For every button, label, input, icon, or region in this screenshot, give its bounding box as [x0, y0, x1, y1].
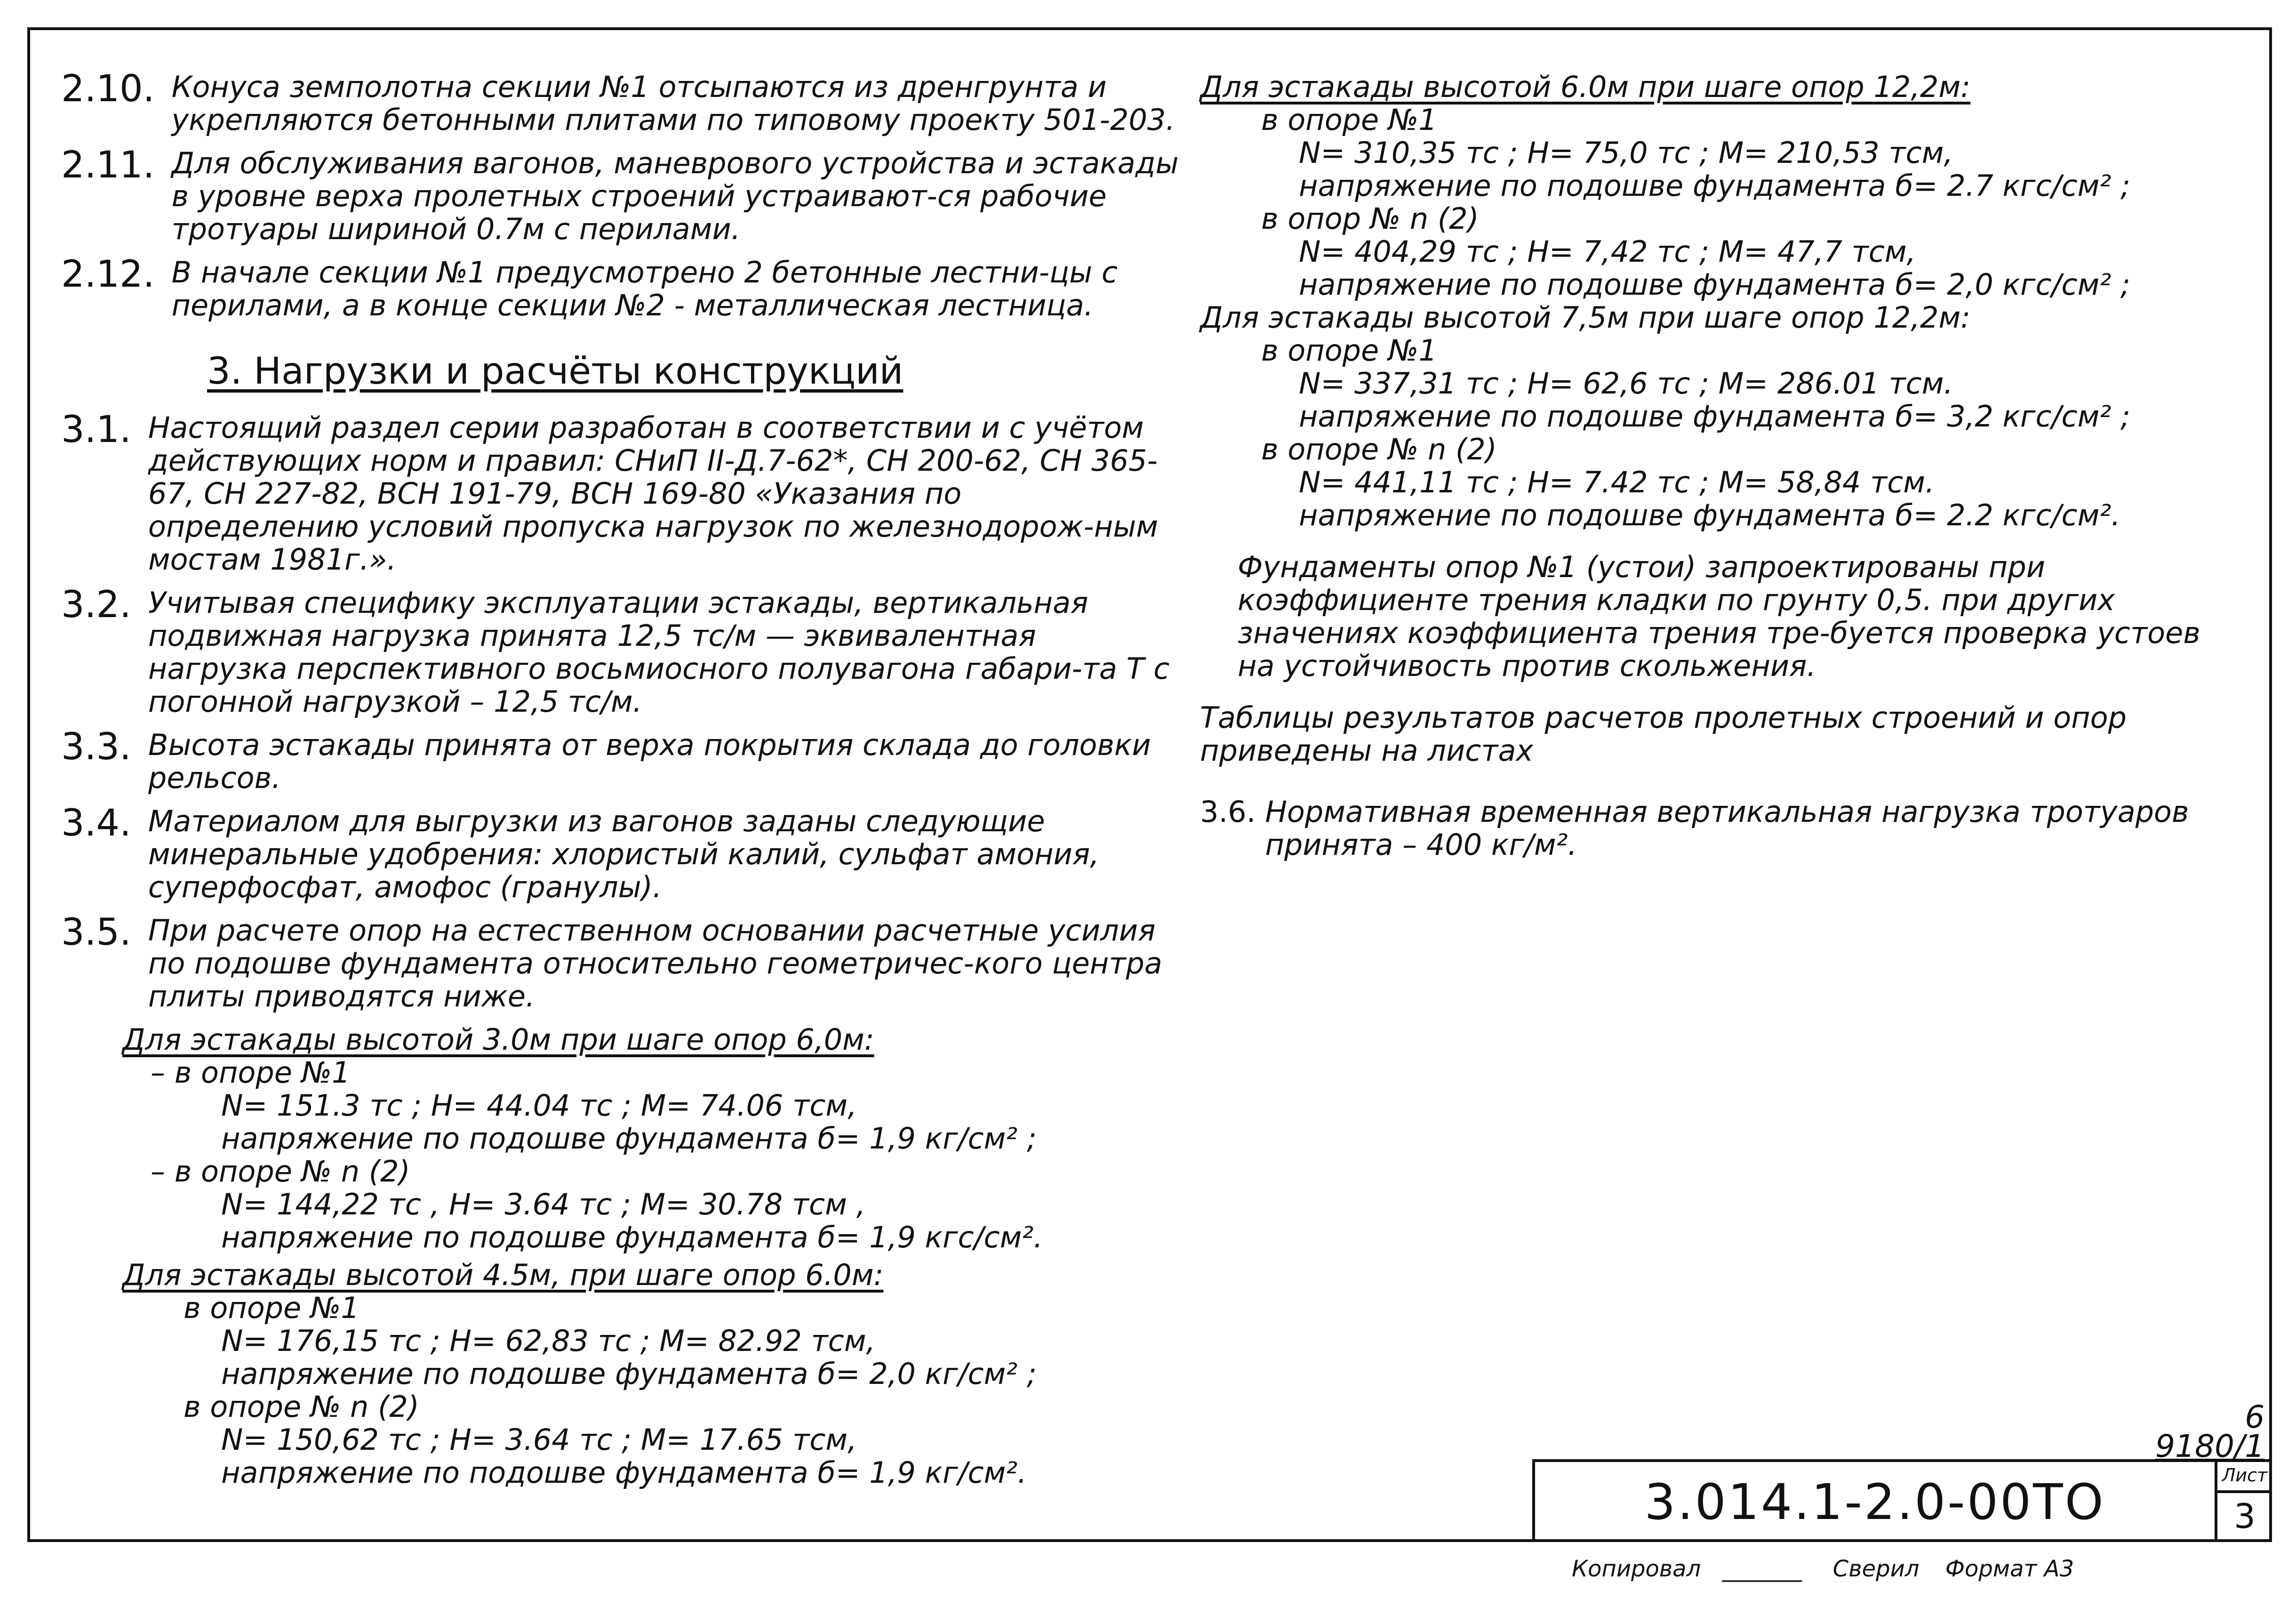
clause-3-2: [61, 584, 1181, 719]
support-forces: N= 151.3 тс ; H= 44.04 тс ; M= 74.06 тсм,: [221, 1088, 857, 1123]
support-forces: N= 404,29 тс ; H= 7,42 тс ; M= 47,7 тсм,: [1299, 234, 1916, 269]
support-stress: напряжение по подошве фундамента б= 2,0 кгс/см² ;: [1299, 267, 2130, 302]
clause-number: 2.10.: [61, 68, 155, 110]
title-block-code-cell: [1532, 1459, 2215, 1542]
clause-number: 3.3.: [61, 726, 131, 768]
support-heading: в опоре №1: [1261, 333, 1437, 368]
clause-text: При расчете опор на естественном основании расчетные усилия по подошве фундамента относительно геометричес-кого центра плиты приводятся ниже.: [148, 913, 1162, 1013]
support-heading: в опоре №1: [184, 1291, 360, 1325]
support-heading: в опоре № n (2): [1261, 432, 1497, 466]
clause-number: 3.1.: [61, 409, 131, 451]
support-forces: N= 441,11 тс ; H= 7.42 тс ; M= 58,84 тсм.: [1299, 465, 1935, 499]
clause-text: Материалом для выгрузки из вагонов заданы следующие минеральные удобрения: хлористый калий, сульфат амония, суперфосфат, амофос (гранулы).: [148, 804, 1099, 904]
clause-text: В начале секции №1 предусмотрено 2 бетонные лестни-цы с перилами, а в конце секции №2 - металлическая лестница.: [171, 255, 1118, 322]
document-code: 3.014.1-2.0-00ТО: [1644, 1473, 2105, 1531]
calc-block-left: [61, 1023, 1181, 1489]
support-heading: в опоре № n (2): [184, 1390, 419, 1424]
support-forces: N= 176,15 тс ; H= 62,83 тс ; M= 82.92 тсм,: [221, 1324, 876, 1358]
page-mark: [2155, 1399, 2265, 1464]
checked-label: Сверил: [1832, 1556, 1920, 1582]
sheet-number: 3: [2234, 1496, 2256, 1536]
right-column: [1200, 71, 2245, 872]
support-stress: напряжение по подошве фундамента б= 1,9 кгс/см².: [221, 1220, 1043, 1254]
page-number-bottom: 9180/1: [2155, 1428, 2265, 1464]
clause-text: Высота эстакады принята от верха покрытия склада до головки рельсов.: [148, 728, 1151, 795]
clause-number: 3.5.: [61, 911, 131, 954]
calc-heading: Для эстакады высотой 4.5м, при шаге опор 6.0м:: [122, 1258, 884, 1292]
clause-2-11: [61, 144, 1181, 246]
clause-3-3: [61, 726, 1181, 795]
clause-text: Настоящий раздел серии разработан в соответствии и с учётом действующих норм и правил: СНиП II-Д.7-62*, СН 200-62, СН 365-67, СН 227-82, ВСН 191-79, ВСН 169-80 «Указания по определению условий пропуска нагрузок по железнодорож-ным мостам 1981г.».: [148, 410, 1158, 577]
clause-2-10: [61, 68, 1181, 137]
copied-label: Копировал: [1572, 1556, 1701, 1582]
signature-mark: [1721, 1559, 1812, 1582]
calc-heading: Для эстакады высотой 3.0м при шаге опор 6,0м:: [122, 1022, 874, 1057]
clause-text: Для обслуживания вагонов, маневрового устройства и эстакады в уровне верха пролетных строений устраивают-ся рабочие тротуары шириной 0.7м с перилами.: [171, 146, 1179, 246]
title-block-sheet-cell: [2215, 1459, 2272, 1542]
clause-2-12: [61, 253, 1181, 322]
calc-heading: Для эстакады высотой 7,5м при шаге опор 12,2м:: [1200, 300, 1971, 335]
page-number-top: 6: [2245, 1399, 2265, 1435]
clause-3-1: [61, 411, 1181, 576]
clause-number: 2.12.: [61, 253, 155, 296]
support-stress: напряжение по подошве фундамента б= 1,9 кг/см².: [221, 1455, 1027, 1490]
support-forces: N= 337,31 тс ; H= 62,6 тс ; M= 286.01 тсм.: [1299, 366, 1953, 401]
clause-number: 3.4.: [61, 802, 131, 844]
support-stress: напряжение по подошве фундамента б= 2.2 кгс/см².: [1299, 498, 2120, 532]
support-stress: напряжение по подошве фундамента б= 2.7 кгс/см² ;: [1299, 169, 2130, 203]
footer: [1572, 1556, 2093, 1582]
clause-text: Нормативная временная вертикальная нагрузка тротуаров принята – 400 кг/м².: [1265, 795, 2189, 862]
clause-text: Учитывая специфику эксплуатации эстакады, вертикальная подвижная нагрузка принята 12,5 тс/м — эквивалентная нагрузка перспективного восьмиосного полувагона габари-та Т с погонной нагрузкой – 12,5 тс/м.: [148, 586, 1170, 719]
support-stress: напряжение по подошве фундамента б= 1,9 кг/см² ;: [221, 1121, 1037, 1156]
support-stress: напряжение по подошве фундамента б= 3,2 кгс/см² ;: [1299, 399, 2130, 434]
support-forces: N= 310,35 тс ; H= 75,0 тс ; M= 210,53 тсм,: [1299, 136, 1953, 170]
clause-text: Конуса земполотна секции №1 отсыпаются из дренгрунта и укрепляются бетонными плитами по типовому проекту 501-203.: [171, 70, 1175, 137]
support-heading: – в опоре №1: [151, 1055, 351, 1090]
clause-number: 3.6.: [1200, 795, 1256, 829]
tables-reference: Таблицы результатов расчетов пролетных строений и опор приведены на листах: [1200, 700, 2127, 768]
support-heading: в опоре №1: [1261, 103, 1437, 137]
clause-number: 3.2.: [61, 584, 131, 626]
calc-heading: Для эстакады высотой 6.0м при шаге опор 12,2м:: [1200, 70, 1971, 104]
clause-3-5: [61, 911, 1181, 1013]
clause-3-4: [61, 802, 1181, 904]
support-heading: – в опоре № n (2): [151, 1154, 410, 1189]
clause-number: 2.11.: [61, 144, 155, 186]
support-stress: напряжение по подошве фундамента б= 2,0 кг/см² ;: [221, 1357, 1037, 1391]
foundation-note: Фундаменты опор №1 (устои) запроектированы при коэффициенте трения кладки по грунту 0,5. при других значениях коэффициента трения тре-буется проверка устоев на устойчивость против скольжения.: [1238, 550, 2200, 683]
section-title: 3. Нагрузки и расчёты конструкций: [207, 350, 904, 393]
left-column: [61, 68, 1181, 1490]
format-label: Формат А3: [1945, 1556, 2074, 1582]
support-forces: N= 144,22 тс , H= 3.64 тс ; M= 30.78 тсм ,: [221, 1187, 866, 1221]
sheet-label: Лист: [2217, 1462, 2272, 1493]
support-heading: в опор № n (2): [1261, 201, 1479, 236]
support-forces: N= 150,62 тс ; H= 3.64 тс ; M= 17.65 тсм,: [221, 1422, 857, 1457]
title-block: [1532, 1459, 2272, 1542]
clause-3-6: [1200, 795, 2245, 861]
